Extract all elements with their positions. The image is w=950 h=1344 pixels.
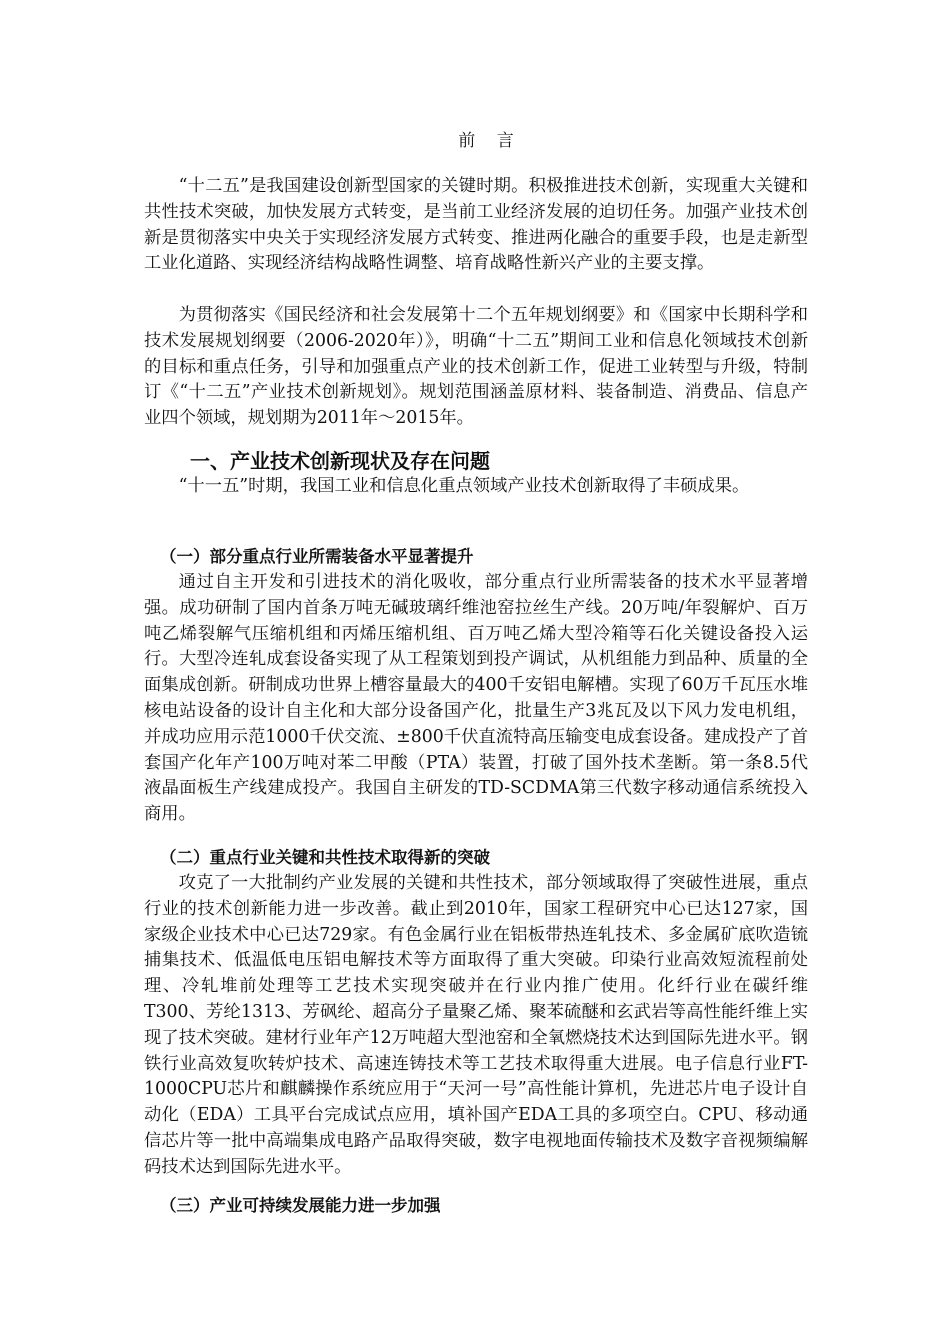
subsection-1-text: 通过自主开发和引进技术的消化吸收，部分重点行业所需装备的技术水平显著增强。成功研制了国内首条万吨无碱玻璃纤维池窑拉丝生产线。20万吨/年裂解炉、百万吨乙烯裂解气压缩机组和丙烯压缩机组、百万吨乙烯大型冷箱等石化关键设备投入运行。大型冷连轧成套设备实现了从工程策划到投产调试，从机组能力到品种、质量的全面集成创新。研制成功世界上槽容量最大的400千安铝电解槽。实现了60万千瓦压水堆核电站设备的设计自主化和大部分设备国产化，批量生产3兆瓦及以下风力发电机组，并成功应用示范1000千伏交流、±800千伏直流特高压输变电成套设备。建成投产了首套国产化年产100万吨对苯二甲酸（PTA）装置，打破了国外技术垄断。第一条8.5代液晶面板生产线建成投产。我国自主研发的TD-SCDMA第三代数字移动通信系统投入商用。: [144, 572, 808, 825]
section-1-intro: “十一五”时期，我国工业和信息化重点领域产业技术创新取得了丰硕成果。: [178, 476, 750, 496]
subsection-2-text: 攻克了一大批制约产业发展的关键和共性技术，部分领域取得了突破性进展，重点行业的技术创新能力进一步改善。截止到2010年，国家工程研究中心已达127家，国家级企业技术中心已达729家。有色金属行业在铝板带热连轧技术、多金属矿底吹造锍捕集技术、低温低电压铝电解技术等方面取得了重大突破。印染行业高效短流程前处理、冷轧堆前处理等工艺技术实现突破并在行业内推广使用。化纤行业在碳纤维T300、芳纶1313、芳砜纶、超高分子量聚乙烯、聚苯硫醚和玄武岩等高性能纤维上实现了技术突破。建材行业年产12万吨超大型池窑和全氧燃烧技术达到国际先进水平。钢铁行业高效复吹转炉技术、高速连铸技术等工艺技术取得重大进展。电子信息行业FT-1000CPU芯片和麒麟操作系统应用于“天河一号”高性能计算机，先进芯片电子设计自动化（EDA）工具平台完成试点应用，填补国产EDA工具的多项空白。CPU、移动通信芯片等一批中高端集成电路产品取得突破，数字电视地面传输技术及数字音视频编解码技术达到国际先进水平。: [144, 873, 808, 1177]
intro-paragraph-2: 为贯彻落实《国民经济和社会发展第十二个五年规划纲要》和《国家中长期科学和技术发展规划纲要（2006-2020年）》，明确“十二五”期间工业和信息化领域技术创新的目标和重点任务，引导和加强重点产业的技术创新工作，促进工业转型与升级，特制订《“十二五”产业技术创新规划》。规划范围涵盖原材料、装备制造、消费品、信息产业四个领域，规划期为2011年～2015年。: [144, 305, 808, 429]
subsection-heading-3: （三）产业可持续发展能力进一步加强: [160, 1196, 441, 1215]
subsection-heading-1: （一）部分重点行业所需装备水平显著提升: [160, 547, 474, 566]
intro-paragraph-1: “十二五”是我国建设创新型国家的关键时期。积极推进技术创新，实现重大关键和共性技术突破，加快发展方式转变，是当前工业经济发展的迫切任务。加强产业技术创新是贯彻落实中央关于实现经济发展方式转变、推进两化融合的重要手段，也是走新型工业化道路、实现经济结构战略性调整、培育战略性新兴产业的主要支撑。: [144, 176, 808, 274]
subsection-heading-2: （二）重点行业关键和共性技术取得新的突破: [160, 848, 490, 867]
section-heading-1: 一、产业技术创新现状及存在问题: [190, 449, 490, 473]
page-title: 前 言: [458, 131, 522, 151]
